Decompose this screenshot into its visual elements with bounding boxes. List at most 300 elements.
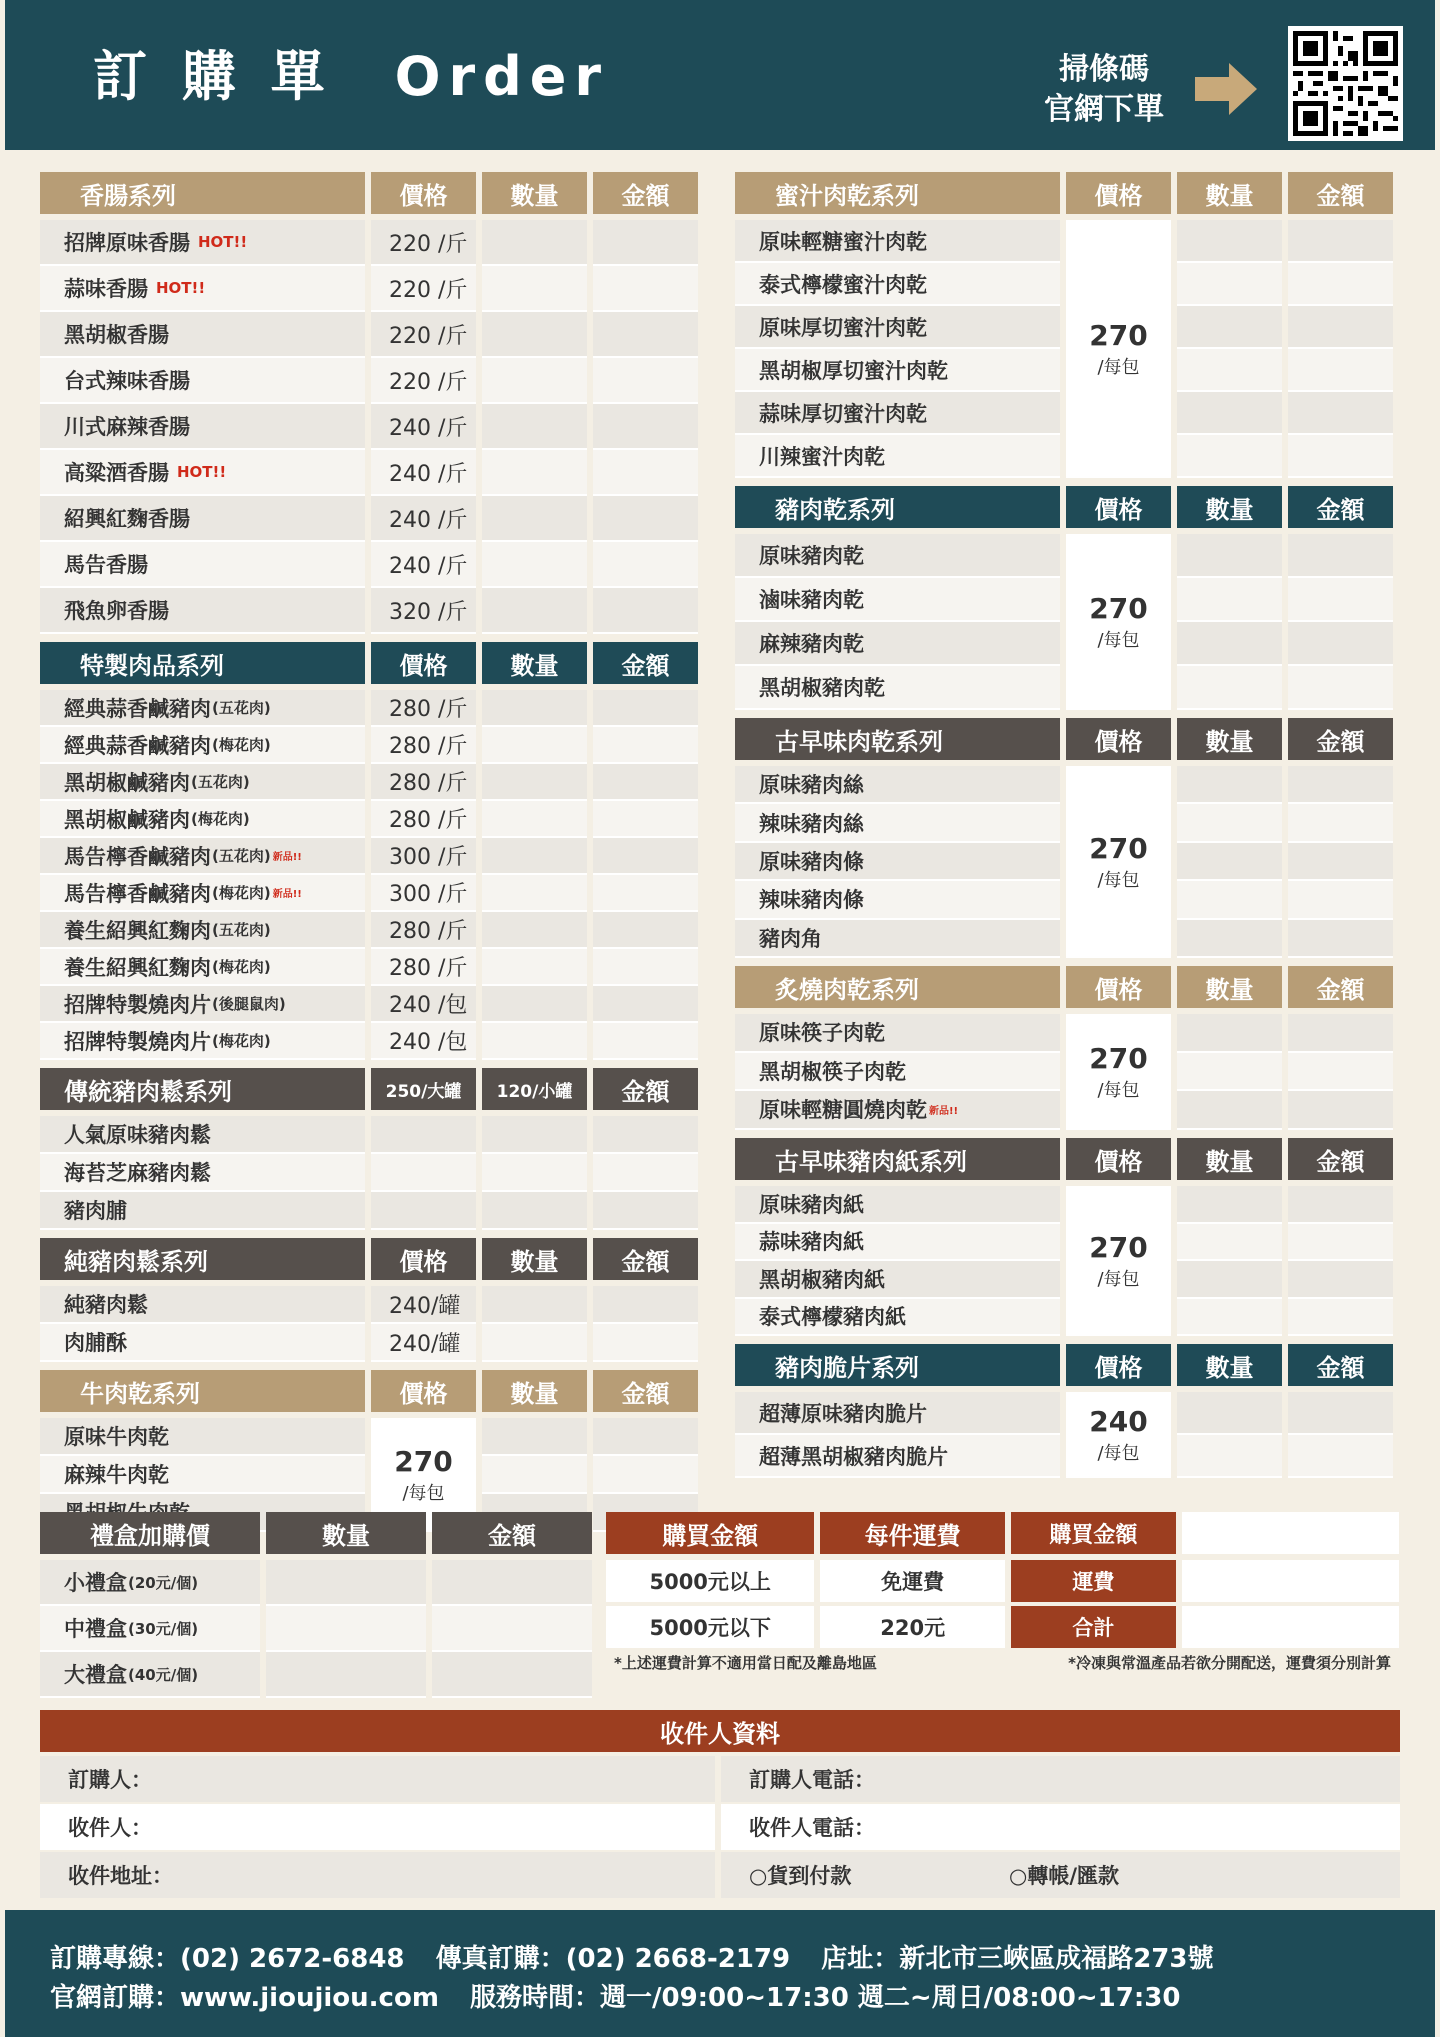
item-badge: HOT!! bbox=[198, 233, 248, 251]
price-unit: /每包 bbox=[1097, 870, 1140, 891]
col-shipping-fee: 每件運費 bbox=[820, 1512, 1005, 1554]
shipping-note-2: *冷凍與常溫產品若欲分開配送，運費須分別計算 bbox=[1068, 1654, 1391, 1672]
website[interactable]: 官網訂購：www.jioujiou.com bbox=[50, 1983, 439, 2013]
qr-code[interactable] bbox=[1288, 26, 1403, 141]
amount-input[interactable] bbox=[1288, 1053, 1393, 1092]
grilled-rows bbox=[735, 1014, 1399, 1130]
big-jar-qty-input[interactable] bbox=[371, 1116, 476, 1154]
item-price: 220 /斤 bbox=[371, 312, 476, 358]
col-price: 價格 bbox=[1066, 966, 1171, 1008]
item-price: 240 /斤 bbox=[371, 496, 476, 542]
section-header-grilled bbox=[735, 966, 1399, 1008]
item-name-text: 純豬肉鬆 bbox=[64, 1293, 148, 1317]
item-name bbox=[40, 1116, 365, 1154]
col-price: 價格 bbox=[371, 642, 476, 684]
item-price: 240 /包 bbox=[371, 1023, 476, 1060]
amount-input[interactable] bbox=[593, 838, 698, 875]
amount-input[interactable] bbox=[593, 1286, 698, 1324]
item-note: (20元/個) bbox=[128, 1573, 199, 1592]
amount-input[interactable] bbox=[593, 266, 698, 312]
recipient-title: 收件人資料 bbox=[40, 1710, 1400, 1752]
qty-input[interactable] bbox=[1177, 804, 1282, 842]
col-big-jar: 250/大罐 bbox=[371, 1068, 476, 1110]
store-address: 店址：新北市三峽區成福路273號 bbox=[821, 1944, 1214, 1974]
item-note: (梅花肉) bbox=[212, 736, 271, 754]
qty-input[interactable] bbox=[1177, 666, 1282, 710]
qty-input[interactable] bbox=[1177, 622, 1282, 666]
item-name bbox=[735, 1224, 1060, 1262]
section-title: 特製肉品系列 bbox=[40, 642, 365, 684]
item-price: 280 /斤 bbox=[371, 912, 476, 949]
amount-input[interactable] bbox=[1288, 881, 1393, 919]
amount-column bbox=[1288, 1186, 1393, 1336]
footer-line-2 bbox=[50, 1977, 1202, 2014]
qty-input[interactable] bbox=[266, 1560, 426, 1606]
receiver-phone-field[interactable]: 收件人電話： bbox=[721, 1804, 1400, 1850]
amount-input[interactable] bbox=[1288, 1299, 1393, 1337]
amount-input[interactable] bbox=[593, 764, 698, 801]
item-name bbox=[40, 312, 365, 358]
floss-rows bbox=[40, 1116, 704, 1230]
item-name-text: 蒜味豬肉紙 bbox=[759, 1230, 864, 1255]
qty-input[interactable] bbox=[1177, 306, 1282, 349]
qty-column bbox=[1177, 220, 1282, 478]
item-price: 300 /斤 bbox=[371, 838, 476, 875]
section-header-old-style bbox=[735, 718, 1399, 760]
item-name bbox=[735, 666, 1060, 710]
qty-input[interactable] bbox=[482, 875, 587, 912]
item-name-text: 黑胡椒豬肉乾 bbox=[759, 676, 885, 700]
small-jar-qty-input[interactable] bbox=[482, 1154, 587, 1192]
orderer-phone-field[interactable]: 訂購人電話： bbox=[721, 1756, 1400, 1802]
item-badge: 新品!! bbox=[272, 852, 302, 863]
item-name bbox=[40, 949, 365, 986]
item-name bbox=[40, 358, 365, 404]
qty-input[interactable] bbox=[482, 542, 587, 588]
item-name bbox=[735, 1186, 1060, 1224]
recipient-rows bbox=[40, 1756, 1400, 1898]
item-name bbox=[40, 1192, 365, 1230]
item-note: (五花肉) bbox=[212, 921, 271, 939]
item-badge: 新品!! bbox=[929, 1105, 959, 1117]
item-name-text: 原味豬肉乾 bbox=[759, 544, 864, 568]
qty-input[interactable] bbox=[482, 404, 587, 450]
amount-input[interactable] bbox=[1288, 306, 1393, 349]
item-name-text: 超薄原味豬肉脆片 bbox=[759, 1401, 927, 1426]
qty-input[interactable] bbox=[1177, 1392, 1282, 1435]
item-note: (五花肉) bbox=[191, 773, 250, 791]
big-jar-qty-input[interactable] bbox=[371, 1192, 476, 1230]
purchase-amount-input[interactable] bbox=[1182, 1512, 1399, 1554]
merged-price bbox=[1066, 766, 1171, 958]
qty-column bbox=[1177, 534, 1282, 710]
item-name bbox=[735, 622, 1060, 666]
item-price: 300 /斤 bbox=[371, 875, 476, 912]
left-column bbox=[40, 172, 704, 1540]
section-header-special bbox=[40, 642, 704, 684]
pure-floss-rows bbox=[40, 1286, 704, 1362]
recipient-section bbox=[40, 1710, 1400, 1900]
amount-input[interactable] bbox=[593, 542, 698, 588]
qty-input[interactable] bbox=[1177, 349, 1282, 392]
amount-input[interactable] bbox=[1288, 666, 1393, 710]
price-unit: /每包 bbox=[1097, 1443, 1140, 1464]
qty-column bbox=[1177, 1014, 1282, 1130]
amount-input[interactable] bbox=[593, 358, 698, 404]
item-price: 280 /斤 bbox=[371, 801, 476, 838]
qty-input[interactable] bbox=[1177, 1261, 1282, 1299]
merged-price bbox=[1066, 1186, 1171, 1336]
item-name-text: 招牌原味香腸 bbox=[64, 231, 190, 255]
orderer-field[interactable]: 訂購人： bbox=[40, 1756, 715, 1802]
amount-input[interactable] bbox=[1288, 843, 1393, 881]
shipping-note-1: *上述運費計算不適用當日配及離島地區 bbox=[614, 1654, 877, 1672]
qty-input[interactable] bbox=[1177, 1224, 1282, 1262]
paper-rows bbox=[735, 1186, 1399, 1336]
merged-price bbox=[1066, 534, 1171, 710]
item-name bbox=[40, 801, 365, 838]
amount-input[interactable] bbox=[1288, 766, 1393, 804]
col-price: 價格 bbox=[1066, 172, 1171, 214]
col-small-jar: 120/小罐 bbox=[482, 1068, 587, 1110]
item-name-text: 泰式檸檬蜜汁肉乾 bbox=[759, 272, 927, 297]
col-amount: 金額 bbox=[593, 172, 698, 214]
col-amount: 金額 bbox=[1288, 966, 1393, 1008]
qty-input[interactable] bbox=[1177, 1014, 1282, 1053]
item-name bbox=[735, 392, 1060, 435]
item-name bbox=[40, 588, 365, 634]
amount-input[interactable] bbox=[1288, 1091, 1393, 1130]
cash-on-delivery-radio[interactable]: ○貨到付款 bbox=[749, 1864, 852, 1888]
qty-input[interactable] bbox=[482, 220, 587, 266]
item-name bbox=[40, 1456, 365, 1494]
amount-input[interactable] bbox=[593, 1324, 698, 1362]
item-note: (梅花肉) bbox=[212, 958, 271, 976]
qty-input[interactable] bbox=[482, 588, 587, 634]
item-name bbox=[735, 843, 1060, 881]
item-name bbox=[735, 263, 1060, 306]
item-name-text: 豬肉角 bbox=[759, 926, 822, 951]
item-name-text: 經典蒜香鹹豬肉 bbox=[64, 696, 211, 721]
qty-input[interactable] bbox=[1177, 766, 1282, 804]
section-title: 香腸系列 bbox=[40, 172, 365, 214]
fee-label: 運費 bbox=[1011, 1560, 1176, 1602]
item-name bbox=[40, 764, 365, 801]
qty-input[interactable] bbox=[482, 764, 587, 801]
qty-input[interactable] bbox=[1177, 1053, 1282, 1092]
section-title: 炙燒肉乾系列 bbox=[735, 966, 1060, 1008]
price-unit: /每包 bbox=[1097, 1269, 1140, 1290]
amount-input[interactable] bbox=[593, 496, 698, 542]
amount-input[interactable] bbox=[593, 1023, 698, 1060]
small-jar-qty-input[interactable] bbox=[482, 1192, 587, 1230]
item-name bbox=[735, 1299, 1060, 1337]
qty-input[interactable] bbox=[482, 949, 587, 986]
threshold: 5000元以上 bbox=[606, 1560, 814, 1602]
amount-input[interactable] bbox=[1288, 220, 1393, 263]
qty-input[interactable] bbox=[1177, 843, 1282, 881]
amount-input[interactable] bbox=[593, 801, 698, 838]
section-header-pure-floss bbox=[40, 1238, 704, 1280]
section-header-giftbox bbox=[40, 1512, 592, 1554]
amount-input[interactable] bbox=[593, 912, 698, 949]
special-rows bbox=[40, 690, 704, 1060]
qty-input[interactable] bbox=[482, 312, 587, 358]
fee-input[interactable] bbox=[1182, 1560, 1399, 1602]
col-price: 價格 bbox=[1066, 718, 1171, 760]
threshold: 5000元以下 bbox=[606, 1606, 814, 1648]
item-price: 320 /斤 bbox=[371, 588, 476, 634]
bank-transfer-radio[interactable]: ○轉帳/匯款 bbox=[1009, 1864, 1119, 1888]
section-header-chips bbox=[735, 1344, 1399, 1386]
item-price: 280 /斤 bbox=[371, 949, 476, 986]
amount-input[interactable] bbox=[1288, 1392, 1393, 1435]
item-name bbox=[735, 578, 1060, 622]
price-value: 270 bbox=[1089, 832, 1148, 865]
amount-input[interactable] bbox=[1288, 578, 1393, 622]
item-price: 220 /斤 bbox=[371, 266, 476, 312]
section-title: 古早味肉乾系列 bbox=[735, 718, 1060, 760]
item-name-text: 蒜味厚切蜜汁肉乾 bbox=[759, 401, 927, 426]
item-name bbox=[735, 804, 1060, 842]
item-price: 240/罐 bbox=[371, 1324, 476, 1362]
item-name-text: 辣味豬肉條 bbox=[759, 888, 864, 913]
col-amount: 金額 bbox=[1288, 486, 1393, 528]
item-name-text: 泰式檸檬豬肉紙 bbox=[759, 1305, 906, 1330]
qty-input[interactable] bbox=[1177, 534, 1282, 578]
amount-input[interactable] bbox=[593, 588, 698, 634]
amount-input[interactable] bbox=[1288, 435, 1393, 478]
item-name-text: 黑胡椒鹹豬肉 bbox=[64, 770, 190, 795]
qty-input[interactable] bbox=[482, 1286, 587, 1324]
qty-input[interactable] bbox=[482, 727, 587, 764]
amount-input[interactable] bbox=[593, 1116, 698, 1154]
item-note: (五花肉) bbox=[212, 699, 271, 717]
col-amount: 金額 bbox=[432, 1512, 592, 1554]
col-price: 價格 bbox=[371, 1238, 476, 1280]
item-name-text: 台式辣味香腸 bbox=[64, 369, 190, 393]
qty-input[interactable] bbox=[266, 1652, 426, 1698]
item-name bbox=[735, 306, 1060, 349]
qty-input[interactable] bbox=[1177, 1435, 1282, 1478]
amount-input[interactable] bbox=[593, 312, 698, 358]
qty-input[interactable] bbox=[482, 986, 587, 1023]
amount-input[interactable] bbox=[1288, 349, 1393, 392]
shipping-notes bbox=[606, 1652, 1399, 1673]
item-name-text: 川式麻辣香腸 bbox=[64, 415, 190, 439]
qty-input[interactable] bbox=[266, 1606, 426, 1652]
amount-input[interactable] bbox=[1288, 1186, 1393, 1224]
qty-input[interactable] bbox=[1177, 263, 1282, 306]
item-name-text: 原味厚切蜜汁肉乾 bbox=[759, 315, 927, 340]
fee: 220元 bbox=[820, 1606, 1005, 1648]
price-value: 270 bbox=[394, 1445, 453, 1478]
item-name bbox=[40, 542, 365, 588]
item-name bbox=[40, 727, 365, 764]
qty-input[interactable] bbox=[482, 450, 587, 496]
col-price: 價格 bbox=[1066, 1138, 1171, 1180]
header-banner bbox=[5, 0, 1435, 150]
amount-column bbox=[1288, 220, 1393, 478]
section-title: 蜜汁肉乾系列 bbox=[735, 172, 1060, 214]
qty-input[interactable] bbox=[1177, 578, 1282, 622]
qty-input[interactable] bbox=[482, 838, 587, 875]
section-title: 古早味豬肉紙系列 bbox=[735, 1138, 1060, 1180]
scan-label bbox=[1039, 50, 1169, 130]
amount-input[interactable] bbox=[1288, 622, 1393, 666]
amount-input[interactable] bbox=[1288, 1261, 1393, 1299]
qty-input[interactable] bbox=[482, 1023, 587, 1060]
section-header-pork-jerky bbox=[735, 486, 1399, 528]
item-name-text: 黑胡椒豬肉紙 bbox=[759, 1267, 885, 1292]
amount-input[interactable] bbox=[432, 1652, 592, 1698]
giftbox-rows bbox=[40, 1560, 592, 1698]
item-price: 280 /斤 bbox=[371, 764, 476, 801]
item-name-text: 人氣原味豬肉鬆 bbox=[64, 1123, 211, 1147]
amount-input[interactable] bbox=[593, 690, 698, 727]
item-badge: HOT!! bbox=[177, 463, 227, 481]
qty-input[interactable] bbox=[482, 1324, 587, 1362]
item-name-text: 紹興紅麴香腸 bbox=[64, 507, 190, 531]
item-name-text: 原味牛肉乾 bbox=[64, 1425, 169, 1449]
amount-input[interactable] bbox=[1288, 263, 1393, 306]
item-note: (梅花肉) bbox=[212, 1032, 271, 1050]
item-badge: 新品!! bbox=[272, 889, 302, 900]
col-qty: 數量 bbox=[1177, 172, 1282, 214]
qty-input[interactable] bbox=[1177, 220, 1282, 263]
item-price: 280 /斤 bbox=[371, 727, 476, 764]
section-title: 牛肉乾系列 bbox=[40, 1370, 365, 1412]
price-value: 240 bbox=[1089, 1405, 1148, 1438]
item-name-text: 肉脯酥 bbox=[64, 1331, 127, 1355]
amount-input[interactable] bbox=[1288, 920, 1393, 958]
merged-price bbox=[1066, 220, 1171, 478]
col-qty: 數量 bbox=[482, 1238, 587, 1280]
amount-input[interactable] bbox=[1288, 534, 1393, 578]
recipient-row bbox=[40, 1756, 1400, 1802]
hotline: 訂購專線：(02) 2672-6848 bbox=[50, 1944, 405, 1974]
qty-input[interactable] bbox=[482, 1456, 587, 1494]
address-field[interactable]: 收件地址： bbox=[40, 1852, 715, 1898]
item-name-text: 中禮盒 bbox=[64, 1617, 127, 1641]
col-purchase-amount-2: 購買金額 bbox=[1011, 1512, 1176, 1554]
item-price: 240 /斤 bbox=[371, 450, 476, 496]
item-name-text: 原味豬肉條 bbox=[759, 849, 864, 874]
amount-input[interactable] bbox=[432, 1606, 592, 1652]
item-name-text: 招牌特製燒肉片 bbox=[64, 1029, 211, 1054]
payment-options bbox=[721, 1852, 1400, 1898]
big-jar-qty-input[interactable] bbox=[371, 1154, 476, 1192]
small-jar-qty-input[interactable] bbox=[482, 1116, 587, 1154]
col-price: 價格 bbox=[1066, 1344, 1171, 1386]
scan-label-line2: 官網下單 bbox=[1044, 92, 1164, 127]
amount-input[interactable] bbox=[1288, 1224, 1393, 1262]
receiver-field[interactable]: 收件人： bbox=[40, 1804, 715, 1850]
qty-input[interactable] bbox=[1177, 392, 1282, 435]
col-price: 價格 bbox=[371, 172, 476, 214]
amount-input[interactable] bbox=[593, 986, 698, 1023]
qty-input[interactable] bbox=[1177, 435, 1282, 478]
qty-input[interactable] bbox=[1177, 881, 1282, 919]
amount-input[interactable] bbox=[432, 1560, 592, 1606]
section-title: 禮盒加購價 bbox=[40, 1512, 260, 1554]
item-name bbox=[40, 1606, 260, 1652]
item-price: 240/罐 bbox=[371, 1286, 476, 1324]
qty-input[interactable] bbox=[1177, 1186, 1282, 1224]
qty-input[interactable] bbox=[482, 358, 587, 404]
amount-input[interactable] bbox=[593, 949, 698, 986]
item-names bbox=[735, 1014, 1060, 1130]
item-name bbox=[40, 690, 365, 727]
fee-input[interactable] bbox=[1182, 1606, 1399, 1648]
item-name-text: 辣味豬肉絲 bbox=[759, 811, 864, 836]
item-names bbox=[735, 534, 1060, 710]
item-name bbox=[735, 1435, 1060, 1478]
qty-input[interactable] bbox=[1177, 1299, 1282, 1337]
item-name-text: 原味豬肉紙 bbox=[759, 1192, 864, 1217]
qty-input[interactable] bbox=[482, 1418, 587, 1456]
item-name-text: 高粱酒香腸 bbox=[64, 461, 169, 485]
amount-input[interactable] bbox=[593, 727, 698, 764]
item-name-text: 養生紹興紅麴肉 bbox=[64, 955, 211, 980]
qty-input[interactable] bbox=[482, 266, 587, 312]
qty-input[interactable] bbox=[482, 690, 587, 727]
item-name bbox=[735, 766, 1060, 804]
item-name-text: 招牌特製燒肉片 bbox=[64, 992, 211, 1017]
amount-input[interactable] bbox=[593, 1192, 698, 1230]
item-name-text: 黑胡椒筷子肉乾 bbox=[759, 1059, 906, 1084]
amount-input[interactable] bbox=[593, 1154, 698, 1192]
qty-input[interactable] bbox=[1177, 920, 1282, 958]
arrow-right-icon bbox=[1195, 63, 1257, 115]
item-name-text: 經典蒜香鹹豬肉 bbox=[64, 733, 211, 758]
amount-input[interactable] bbox=[1288, 1014, 1393, 1053]
amount-input[interactable] bbox=[1288, 804, 1393, 842]
qty-input[interactable] bbox=[482, 801, 587, 838]
item-name-text: 川辣蜜汁肉乾 bbox=[759, 444, 885, 469]
amount-input[interactable] bbox=[593, 450, 698, 496]
page-title: 訂 購 單 Order bbox=[93, 45, 610, 108]
amount-input[interactable] bbox=[593, 404, 698, 450]
item-name bbox=[40, 496, 365, 542]
amount-input[interactable] bbox=[593, 220, 698, 266]
qty-input[interactable] bbox=[482, 496, 587, 542]
qty-column bbox=[1177, 1186, 1282, 1336]
qty-input[interactable] bbox=[1177, 1091, 1282, 1130]
item-name-text: 飛魚卵香腸 bbox=[64, 599, 169, 623]
amount-input[interactable] bbox=[593, 875, 698, 912]
col-amount: 金額 bbox=[1288, 1138, 1393, 1180]
item-price: 240 /包 bbox=[371, 986, 476, 1023]
qty-input[interactable] bbox=[482, 912, 587, 949]
item-name-text: 小禮盒 bbox=[64, 1571, 127, 1595]
amount-input[interactable] bbox=[593, 1456, 698, 1494]
item-name-text: 原味輕糖蜜汁肉乾 bbox=[759, 229, 927, 254]
item-price: 280 /斤 bbox=[371, 690, 476, 727]
item-name-text: 滷味豬肉乾 bbox=[759, 588, 864, 612]
amount-input[interactable] bbox=[1288, 1435, 1393, 1478]
amount-input[interactable] bbox=[1288, 392, 1393, 435]
section-header-floss bbox=[40, 1068, 704, 1110]
item-name bbox=[735, 920, 1060, 958]
item-name-text: 麻辣牛肉乾 bbox=[64, 1463, 169, 1487]
price-value: 270 bbox=[1089, 1042, 1148, 1075]
amount-input[interactable] bbox=[593, 1418, 698, 1456]
honey-rows bbox=[735, 220, 1399, 478]
item-name-text: 蒜味香腸 bbox=[64, 277, 148, 301]
service-hours: 服務時間：週一/09:00~17:30 週二~周日/08:00~17:30 bbox=[469, 1983, 1181, 2013]
item-name bbox=[735, 1091, 1060, 1130]
